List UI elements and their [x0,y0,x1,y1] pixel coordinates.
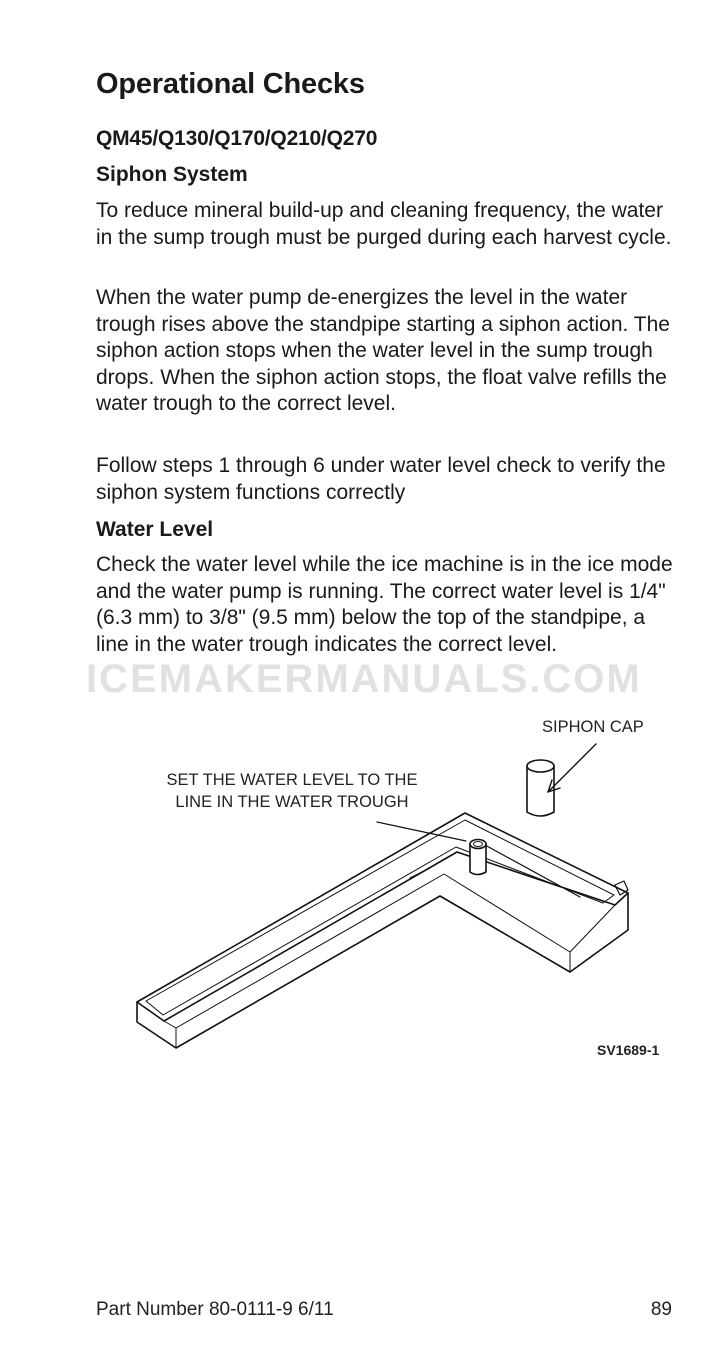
siphon-paragraph-3: Follow steps 1 through 6 under water level check to verify the siphon system functions correctly [96,454,666,504]
siphon-paragraph-2: When the water pump de-energizes the level in the water trough rises above the standpipe starting a siphon action. The siphon action stops when the water level in the sump trough drops. When the siphon action stops, the float valve refills the water trough to the correct level. [96,286,670,415]
siphon-system-heading: Siphon System [96,163,248,186]
page-title: Operational Checks [96,68,365,100]
water-level-paragraph: Check the water level while the ice machine is in the ice mode and the water pump is running. The correct water level is 1/4" (6.3 mm) to 3/8" (9.5 mm) below the top of the standpipe, a line in the water trough indicates the correct level. [96,553,673,656]
water-trough-illustration [0,700,720,1080]
footer-part-number: Part Number 80-0111-9 6/11 [96,1299,334,1320]
water-level-callout: SET THE WATER LEVEL TO THE LINE IN THE WATER TROUGH [166,771,418,811]
water-level-heading: Water Level [96,518,214,541]
footer-page-number: 89 [650,1299,672,1320]
model-heading: QM45/Q130/Q170/Q210/Q270 [96,127,378,150]
water-trough-figure [0,700,720,1080]
figure-id: SV1689-1 [597,1042,660,1058]
siphon-cap-callout: SIPHON CAP [542,718,644,736]
siphon-paragraph-1: To reduce mineral build-up and cleaning frequency, the water in the sump trough must be purged during each harvest cycle. [96,199,672,249]
watermark: ICEMAKERMANUALS.COM [86,657,642,701]
